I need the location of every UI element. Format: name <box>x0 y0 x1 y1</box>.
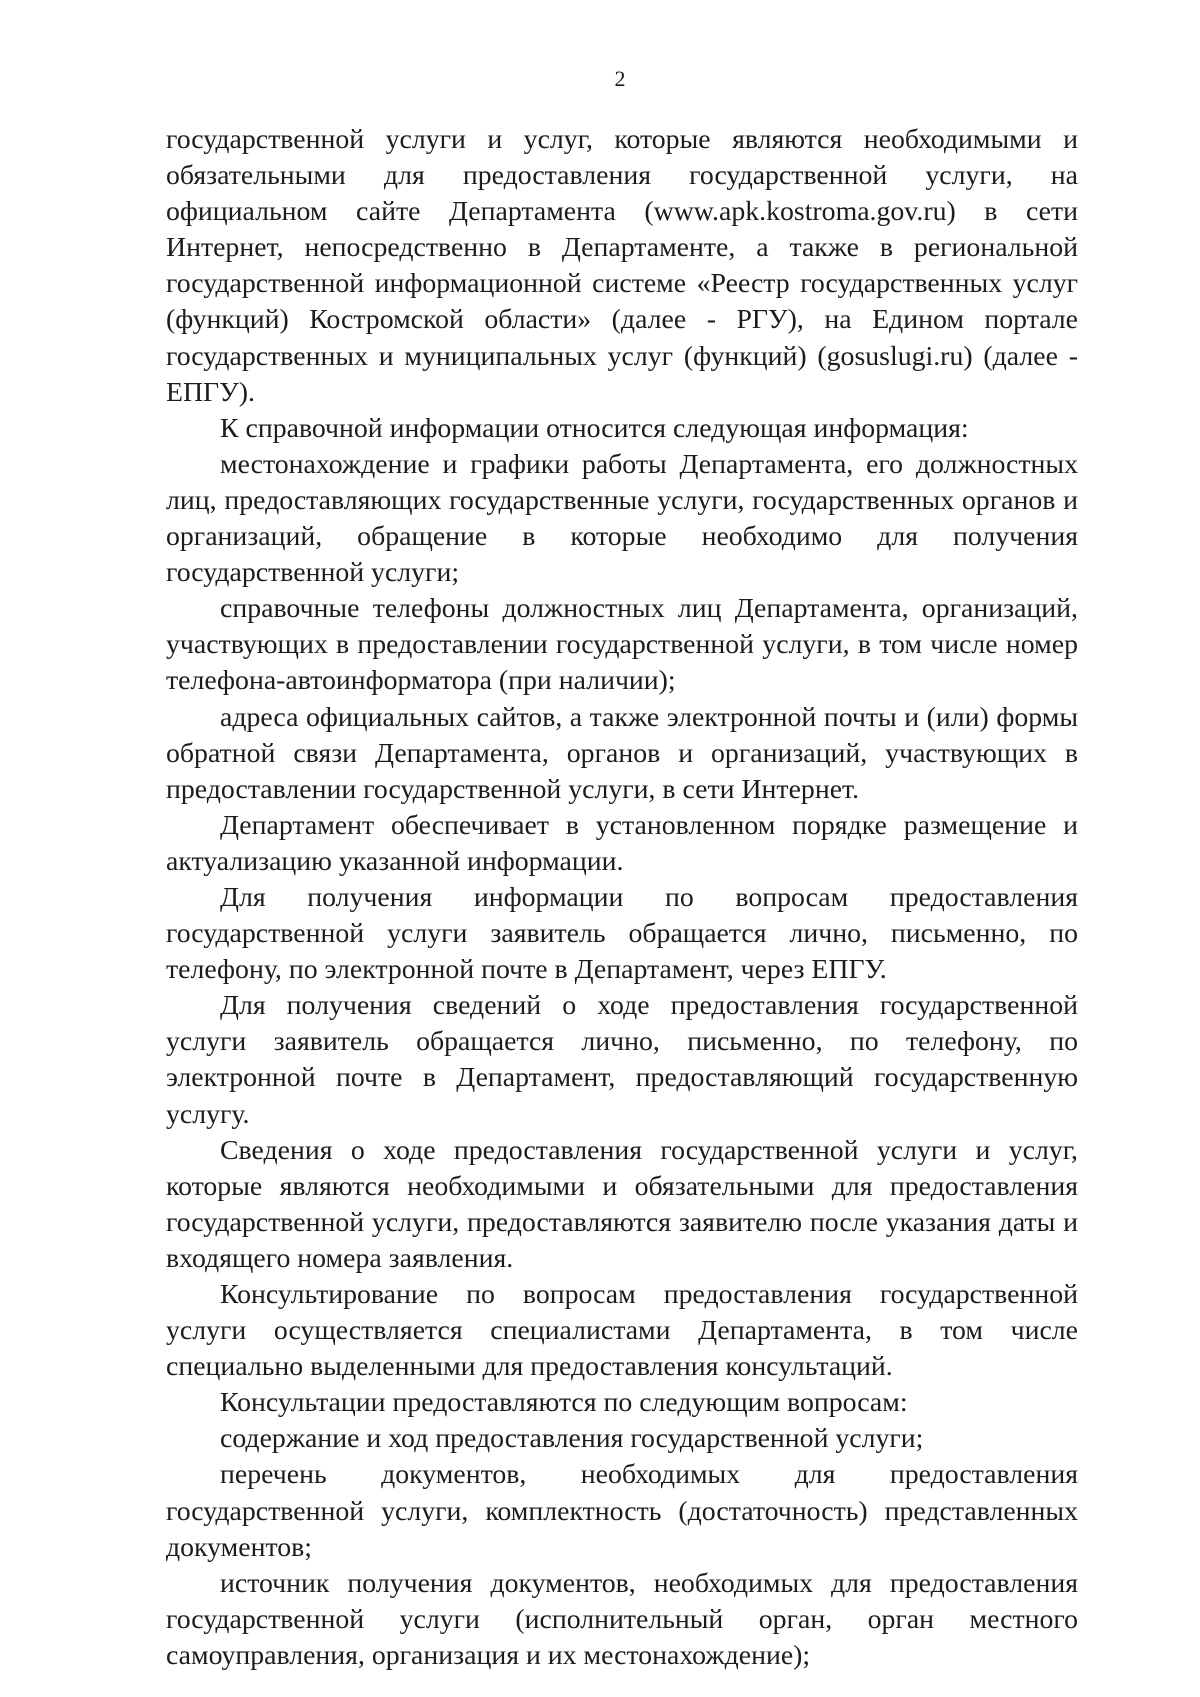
paragraph-consulting: Консультирование по вопросам предоставления государственной услуги осуществляется специалистами Департамента, в том числе специально выделенными для предоставления консультаций. <box>166 1279 1078 1383</box>
paragraph-reference-info-heading: К справочной информации относится следующая информация: <box>220 412 969 444</box>
paragraph-document-source: источник получения документов, необходимых для предоставления государственной услуги (исполнительный орган, орган местного самоуправления, организация и их местонахождение); <box>166 1567 1078 1671</box>
paragraph-progress-details: Сведения о ходе предоставления государственной услуги и услуг, которые являются необходимыми и обязательными для предоставления государственной услуги, предоставляются заявителю после указания даты и входящего номера заявления. <box>166 1134 1078 1274</box>
paragraph-document-list: перечень документов, необходимых для предоставления государственной услуги, комплектность (достаточность) представленных документов; <box>166 1459 1078 1563</box>
page-number: 2 <box>614 66 626 91</box>
paragraph-websites: адреса официальных сайтов, а также электронной почты и (или) формы обратной связи Департамента, органов и организаций, участвующих в предоставлении государственной услуги, в сети Интернет. <box>166 701 1078 805</box>
paragraph-continuation: государственной услуги и услуг, которые являются необходимыми и обязательными для предоставления государственной услуги, на официальном сайте Департамента (www.apk.kostroma.gov.ru) в сети Интернет, непосредственно в Департаменте, а также в региональной государственной информационной системе «Реестр государственных услуг (функций) Костромской области» (далее - РГУ), на Едином портале государственных и муниципальных услуг (функций) (gosuslugi.ru) (далее - ЕПГУ). <box>166 124 1078 408</box>
paragraph-obtaining-info: Для получения информации по вопросам предоставления государственной услуги заявитель обращается лично, письменно, по телефону, по электронной почте в Департамент, через ЕПГУ. <box>166 881 1078 986</box>
paragraph-progress-info: Для получения сведений о ходе предоставления государственной услуги заявитель обращается лично, письменно, по телефону, по электронной почте в Департамент, предоставляющий государственную услугу. <box>166 990 1078 1130</box>
paragraph-content-and-progress: содержание и ход предоставления государственной услуги; <box>220 1423 924 1455</box>
paragraph-department-ensures: Департамент обеспечивает в установленном порядке размещение и актуализацию указанной информации. <box>166 809 1078 877</box>
document-body <box>166 122 1078 1674</box>
paragraph-consultation-topics: Консультации предоставляются по следующим вопросам: <box>220 1387 908 1419</box>
paragraph-location-schedule: местонахождение и графики работы Департамента, его должностных лиц, предоставляющих государственные услуги, государственных органов и организаций, обращение в которые необходимо для получения государственной услуги; <box>166 448 1078 589</box>
paragraph-phones: справочные телефоны должностных лиц Департамента, организаций, участвующих в предоставлении государственной услуги, в том числе номер телефона-автоинформатора (при наличии); <box>166 593 1078 697</box>
